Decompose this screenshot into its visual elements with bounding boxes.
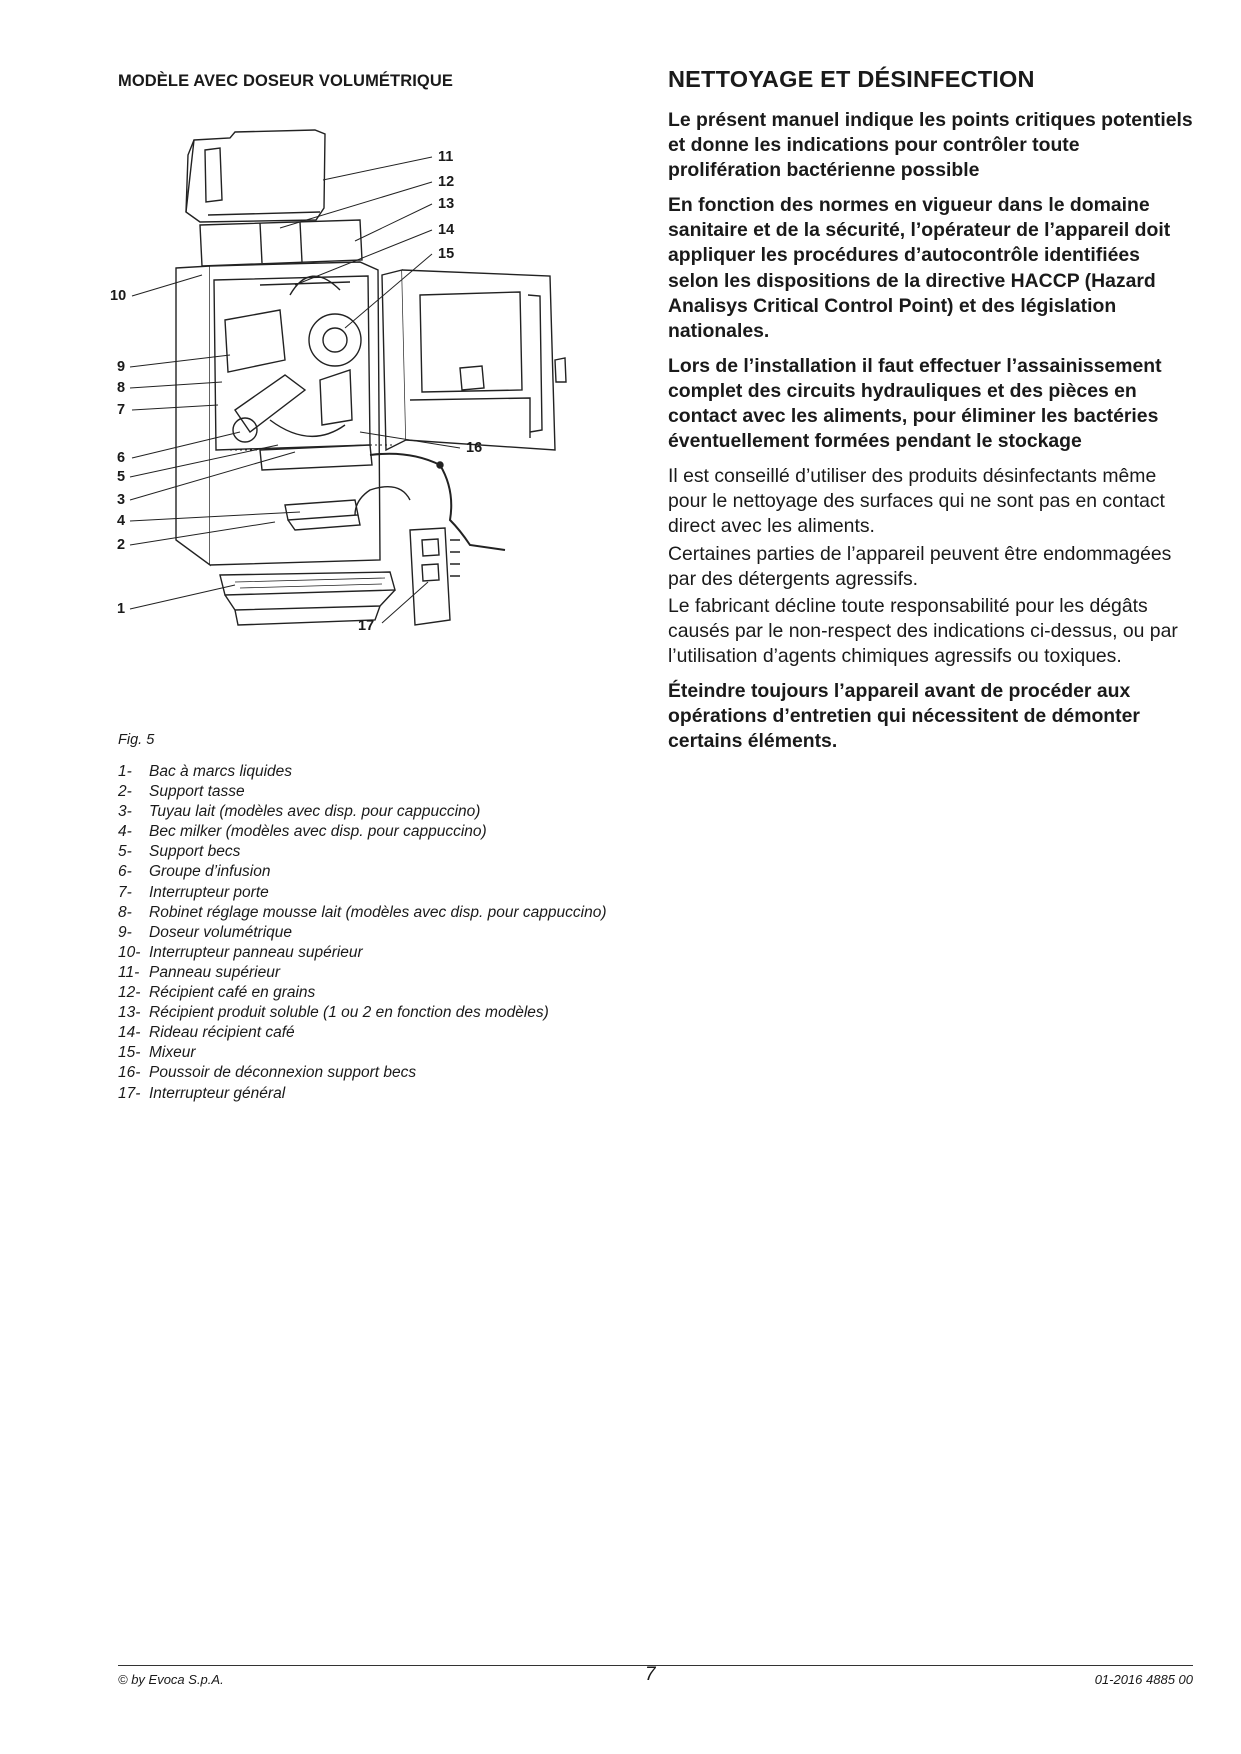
callout-9: 9 (117, 359, 126, 375)
callout-13: 13 (438, 196, 455, 212)
right-column (668, 66, 1193, 764)
legend-item: 3- Tuyau lait (modèles avec disp. pour cappuccino) (118, 803, 481, 821)
legend-item: 9- Doseur volumétrique (118, 923, 293, 941)
callout-4: 4 (117, 513, 126, 529)
legend-item: 2- Support tasse (118, 783, 245, 801)
machine-diagram (110, 120, 640, 720)
paragraph-detergents: Certaines parties de l’appareil peuvent être endommagées par des détergents agressifs. (668, 542, 1172, 590)
legend-item: 12- Récipient café en grains (118, 984, 316, 1002)
legend-item: 8- Robinet réglage mousse lait (modèles avec disp. pour cappuccino) (118, 903, 607, 921)
callout-1: 1 (117, 601, 126, 617)
paragraph-liability: Le fabricant décline toute responsabilité pour les dégâts causés par le non-respect des indications ci-dessus, ou par l’utilisation d’agents chimiques agressifs ou toxiques. (668, 594, 1178, 667)
machine-drawing (110, 120, 640, 720)
left-column (118, 72, 638, 91)
legend-item: 6- Groupe d’infusion (118, 863, 271, 881)
figure-legend (118, 762, 638, 1104)
callout-8: 8 (117, 380, 126, 396)
callout-11: 11 (438, 149, 454, 165)
callout-6: 6 (117, 450, 126, 466)
legend-item: 15- Mixeur (118, 1044, 196, 1062)
legend-item: 10- Interrupteur panneau supérieur (118, 943, 363, 961)
legend-item: 16- Poussoir de déconnexion support becs (118, 1064, 417, 1082)
legend-item: 4- Bec milker (modèles avec disp. pour cappuccino) (118, 823, 487, 841)
paragraph-intro: Le présent manuel indique les points critiques potentiels et donne les indications pour contrôler toute prolifération bactérienne possible (668, 109, 1193, 182)
section-heading-cleaning: NETTOYAGE ET DÉSINFECTION (668, 66, 1035, 92)
callout-10: 10 (110, 288, 127, 304)
paragraph-haccp: En fonction des normes en vigueur dans le domaine sanitaire et de la sécurité, l’opérateur de l’appareil doit appliquer les procédures d’autocontrôle identifiées selon les dispositions de la directive HACCP (Hazard Analisys Critical Control Point) et des législation nationales. (668, 194, 1171, 342)
footer-copyright: © by Evoca S.p.A. (118, 1672, 224, 1687)
callout-17: 17 (358, 618, 375, 634)
legend-item: 11- Panneau supérieur (118, 963, 280, 981)
callout-5: 5 (117, 469, 126, 485)
legend-item: 5- Support becs (118, 843, 241, 861)
legend-item: 13- Récipient produit soluble (1 ou 2 en fonction des modèles) (118, 1004, 549, 1022)
callout-14: 14 (438, 222, 455, 238)
paragraph-disinfectants: Il est conseillé d’utiliser des produits désinfectants même pour le nettoyage des surfaces qui ne sont pas en contact direct avec les aliments. (668, 465, 1165, 538)
callout-7: 7 (117, 402, 126, 418)
callout-15: 15 (438, 246, 455, 262)
paragraph-switch-off: Éteindre toujours l’appareil avant de procéder aux opérations d’entretien qui nécessitent de démonter certains éléments. (668, 679, 1140, 753)
page-number: 7 (645, 1664, 656, 1685)
callout-3: 3 (117, 492, 126, 508)
legend-item: 7- Interrupteur porte (118, 883, 269, 901)
callout-12: 12 (438, 174, 455, 190)
section-heading-model: MODÈLE AVEC DOSEUR VOLUMÉTRIQUE (118, 72, 453, 90)
legend-item: 14- Rideau récipient café (118, 1024, 295, 1042)
paragraph-installation: Lors de l’installation il faut effectuer l’assainissement complet des circuits hydrauliques et des pièces en contact avec les aliments, pour éliminer les bactéries éventuellement formées pendant le stockage (668, 354, 1162, 453)
callout-2: 2 (117, 537, 126, 553)
figure-caption: Fig. 5 (118, 732, 155, 748)
legend-item: 17- Interrupteur général (118, 1084, 286, 1102)
legend-item: 1- Bac à marcs liquides (118, 763, 293, 780)
footer-document-code: 01-2016 4885 00 (1094, 1672, 1193, 1687)
callout-16: 16 (466, 440, 483, 456)
